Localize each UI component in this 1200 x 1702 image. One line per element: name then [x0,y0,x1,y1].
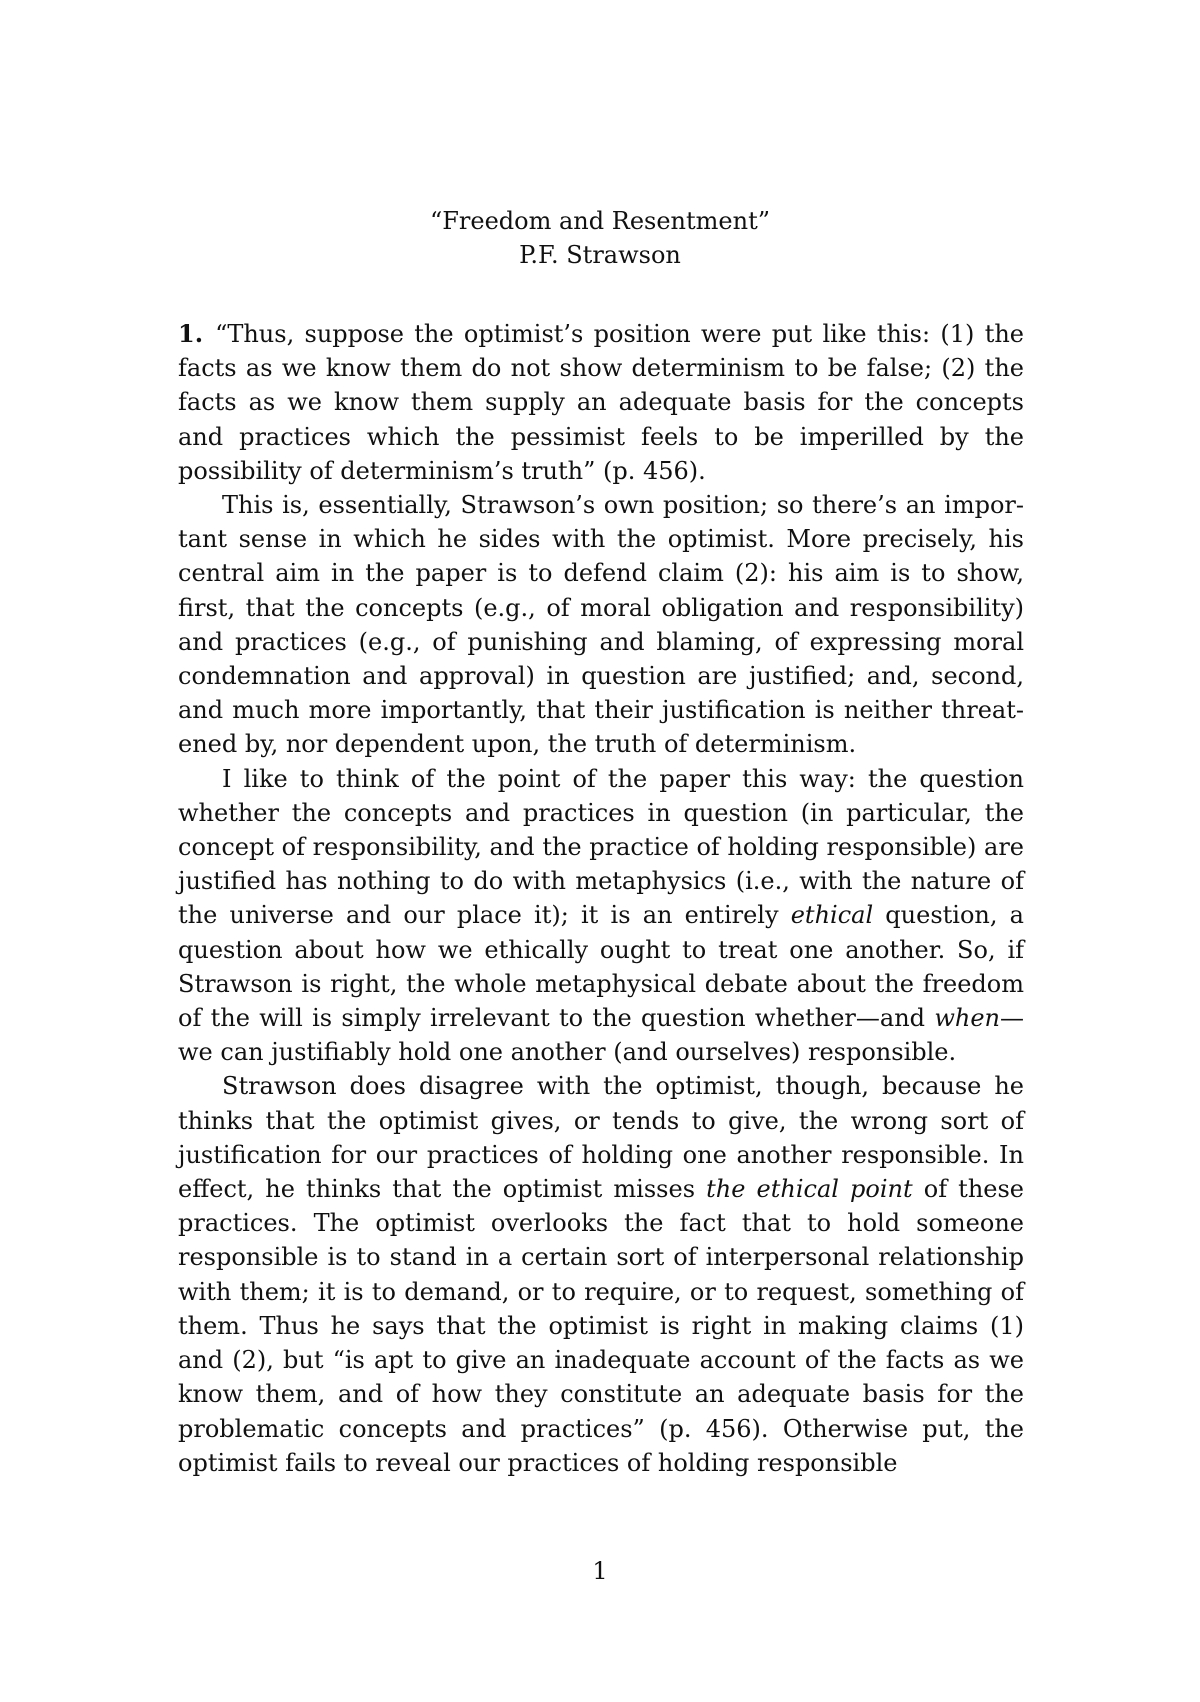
paragraph-1 [178,317,1024,488]
paragraph-4-text-a: Strawson does disagree with the optimist, though, because he thinks that the optimist gives, or tends to give, the wrong sort of justification for our practices of holding one another responsible. In effect, he thinks that the optimist misses [178,1072,1024,1204]
paragraph-2: This is, essentially, Strawson’s own position; so there’s an important sense in which he sides with the optimist. More precisely, his central aim in the paper is to defend claim (2): his aim is to show, first, that the concepts (e.g., of moral obligation and responsibility) and practices (e.g., of punishing and blaming, of expressing moral condemnation and approval) in question are justified; and, second, and much more importantly, that their justification is neither threatened by, nor dependent upon, the truth of determinism. [178,491,1024,759]
body-text [178,317,1024,1480]
document-title: “Freedom and Resentment” [430,207,770,235]
paragraph-3-text-c: — we can justifiably hold one another (and ourselves) responsible. [178,1004,1024,1067]
paragraph-3-text-a: I like to think of the point of the paper this way: the question whether the concepts and practices in question (in particular, the concept of responsibility, and the practice of holding responsible) are justified has nothing to do with metaphysics (i.e., with the nature of the universe and our place it); it is an entirely [178,764,1024,930]
page-number: 1 [592,1557,608,1585]
paragraph-4 [178,1069,1024,1479]
paragraph-4-text-b: of these practices. The optimist overlooks the fact that to hold someone responsible is to stand in a certain sort of interpersonal relationship with them; it is to demand, or to require, or to request, something of them. Thus he says that the optimist is right in making claims (1) and (2), but “is apt to give an inadequate account of the facts as we know them, and of how they constitute an adequate basis for the problematic concepts and practices” (p. 456). Otherwise put, the optimist fails to reveal our practices of holding responsible [178,1175,1025,1477]
paragraph-3-emphasis-ethical: ethical [790,901,874,930]
section-number: 1. [178,319,204,348]
paragraph-3 [178,762,1024,1070]
paragraph-3-emphasis-when: when [934,1004,1000,1033]
paragraph-3-text-b: question, a question about how we ethically ought to treat one another. So, if Strawson is right, the whole metaphysical debate about the freedom of the will is simply irrelevant to the question whether—and [178,901,1024,1033]
paragraph-4-emphasis-ethical-point: the ethical point [706,1175,913,1204]
title-block [0,204,1200,272]
document-author: P.F. Strawson [519,241,681,269]
paragraph-1-text: “Thus, suppose the optimist’s position were put like this: (1) the facts as we know them do not show determinism to be false; (2) the facts as we know them supply an adequate basis for the concepts and practices which the pessimist feels to be imperilled by the possibility of determinism’s truth” (p. 456). [178,320,1024,485]
